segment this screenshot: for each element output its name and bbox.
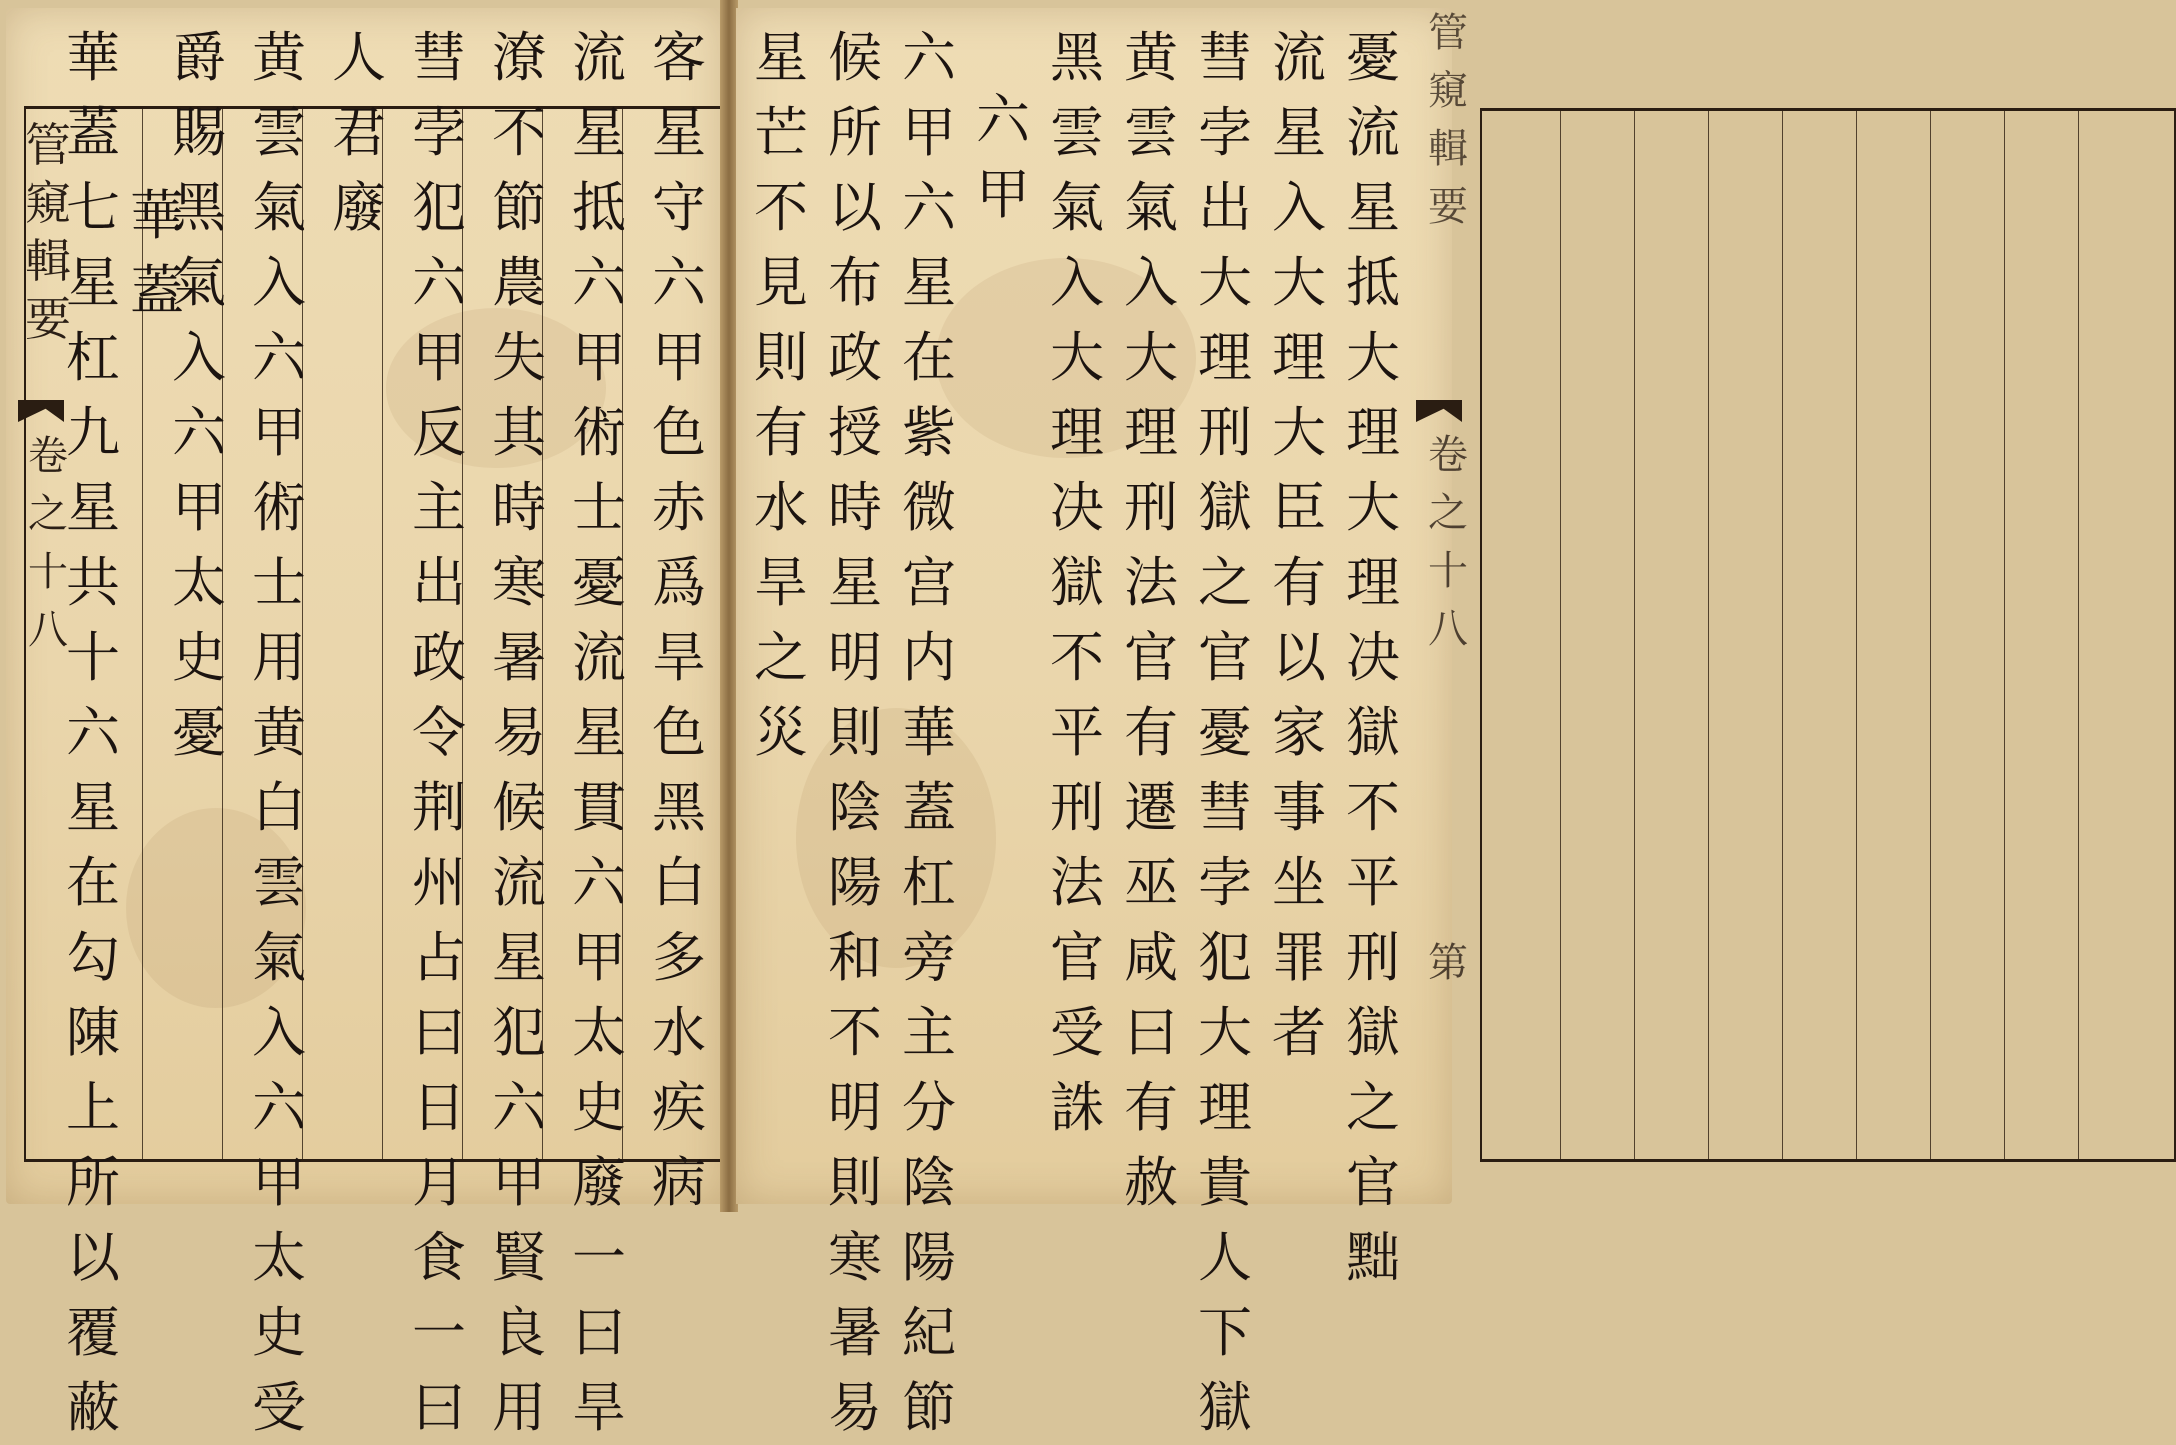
glyph: 事 <box>1272 776 1326 839</box>
left-column-8-heading <box>124 178 190 1206</box>
fish-tail-mark-right <box>1416 400 1462 422</box>
glyph: 誅 <box>1050 1076 1104 1139</box>
glyph: 十 <box>66 626 120 689</box>
glyph: 用 <box>492 1376 546 1439</box>
glyph: 華 <box>66 26 120 89</box>
right-column-9 <box>746 20 816 1048</box>
glyph: 災 <box>754 701 808 764</box>
glyph: 彗 <box>412 26 466 89</box>
glyph: 芒 <box>754 101 808 164</box>
glyph: 太 <box>572 1001 626 1064</box>
glyph: 九 <box>66 401 120 464</box>
glyph: 孛 <box>1198 851 1252 914</box>
left-column-2 <box>566 20 632 1439</box>
glyph: 星 <box>66 776 120 839</box>
glyph: 甲 <box>252 1151 306 1214</box>
glyph: 主 <box>412 476 466 539</box>
glyph: 星 <box>652 101 706 164</box>
glyph: 六 <box>252 326 306 389</box>
glyph: 受 <box>1050 1001 1104 1064</box>
glyph: 雲 <box>1124 101 1178 164</box>
glyph: 獄 <box>1346 1001 1400 1064</box>
glyph: 流 <box>1346 101 1400 164</box>
right-column-6-heading <box>968 82 1038 1110</box>
glyph: 氣 <box>252 176 306 239</box>
glyph: 大 <box>1272 251 1326 314</box>
glyph: 入 <box>252 251 306 314</box>
glyph: 守 <box>652 176 706 239</box>
glyph: 理 <box>1050 401 1104 464</box>
glyph: 星 <box>572 101 626 164</box>
glyph: 流 <box>572 626 626 689</box>
glyph: 七 <box>66 176 120 239</box>
glyph: 决 <box>1346 626 1400 689</box>
glyph: 六 <box>902 176 956 239</box>
glyph: 孛 <box>412 101 466 164</box>
glyph: 不 <box>1346 776 1400 839</box>
glyph: 刑 <box>1198 401 1252 464</box>
glyph: 理 <box>1198 1076 1252 1139</box>
glyph: 布 <box>828 251 882 314</box>
glyph: 以 <box>66 1226 120 1289</box>
glyph: 不 <box>1050 626 1104 689</box>
glyph: 六 <box>902 26 956 89</box>
glyph: 理 <box>1124 401 1178 464</box>
glyph: 犯 <box>1198 926 1252 989</box>
glyph: 陽 <box>902 1226 956 1289</box>
glyph: 星 <box>572 701 626 764</box>
glyph: 所 <box>66 1151 120 1214</box>
glyph: 一 <box>572 1226 626 1289</box>
glyph: 杠 <box>902 851 956 914</box>
right-volume-mark <box>1418 428 1478 660</box>
glyph: 獄 <box>1050 551 1104 614</box>
left-column-9 <box>60 20 126 1439</box>
glyph: 之 <box>28 491 68 537</box>
glyph: 氣 <box>172 251 226 314</box>
glyph: 其 <box>492 401 546 464</box>
glyph: 甲 <box>652 326 706 389</box>
glyph: 節 <box>492 176 546 239</box>
glyph: 坐 <box>1272 851 1326 914</box>
glyph: 六 <box>492 1076 546 1139</box>
glyph: 者 <box>1272 1001 1326 1064</box>
glyph: 蓋 <box>902 776 956 839</box>
glyph: 術 <box>252 476 306 539</box>
glyph: 受 <box>252 1376 306 1439</box>
glyph: 反 <box>412 401 466 464</box>
glyph: 人 <box>1198 1226 1252 1289</box>
glyph: 候 <box>492 776 546 839</box>
glyph: 和 <box>828 926 882 989</box>
glyph: 授 <box>828 401 882 464</box>
glyph: 下 <box>1198 1301 1252 1364</box>
glyph: 史 <box>252 1301 306 1364</box>
left-page <box>6 8 722 1439</box>
glyph: 荆 <box>412 776 466 839</box>
glyph: 白 <box>652 851 706 914</box>
glyph: 卷 <box>28 433 68 479</box>
glyph: 管 <box>1428 10 1468 56</box>
glyph: 令 <box>412 701 466 764</box>
glyph: 黑 <box>652 776 706 839</box>
glyph: 主 <box>902 1001 956 1064</box>
glyph: 爲 <box>652 551 706 614</box>
glyph: 雲 <box>252 851 306 914</box>
glyph: 上 <box>66 1076 120 1139</box>
glyph: 陰 <box>828 776 882 839</box>
glyph: 氣 <box>252 926 306 989</box>
glyph: 節 <box>902 1376 956 1439</box>
glyph: 華 <box>130 184 184 247</box>
glyph: 君 <box>332 101 386 164</box>
glyph: 水 <box>652 1001 706 1064</box>
glyph: 孛 <box>1198 101 1252 164</box>
glyph: 六 <box>172 401 226 464</box>
glyph: 流 <box>492 851 546 914</box>
glyph: 時 <box>828 476 882 539</box>
glyph: 入 <box>1272 176 1326 239</box>
glyph: 勾 <box>66 926 120 989</box>
glyph: 潦 <box>492 26 546 89</box>
glyph: 星 <box>1346 176 1400 239</box>
glyph: 氣 <box>1050 176 1104 239</box>
right-column-7 <box>894 20 964 1439</box>
glyph: 色 <box>652 701 706 764</box>
glyph: 爵 <box>172 26 226 89</box>
glyph: 憂 <box>172 701 226 764</box>
right-folio-mark <box>1418 938 1478 996</box>
glyph: 出 <box>412 551 466 614</box>
glyph: 史 <box>172 626 226 689</box>
glyph: 在 <box>66 851 120 914</box>
glyph: 六 <box>252 1076 306 1139</box>
glyph: 彗 <box>1198 776 1252 839</box>
glyph: 雲 <box>1050 101 1104 164</box>
glyph: 太 <box>252 1226 306 1289</box>
right-column-3 <box>1190 20 1260 1439</box>
glyph: 色 <box>652 401 706 464</box>
glyph: 寒 <box>828 1226 882 1289</box>
glyph: 獄 <box>1198 476 1252 539</box>
glyph: 州 <box>412 851 466 914</box>
right-page-frame <box>1480 108 2176 1162</box>
glyph: 有 <box>1124 1076 1178 1139</box>
glyph: 憂 <box>1198 701 1252 764</box>
glyph: 官 <box>1198 626 1252 689</box>
glyph: 水 <box>754 476 808 539</box>
left-column-6 <box>246 20 312 1439</box>
glyph: 窺 <box>1428 68 1468 114</box>
left-column-3 <box>486 20 552 1439</box>
glyph: 占 <box>412 926 466 989</box>
glyph: 大 <box>1050 326 1104 389</box>
glyph: 大 <box>1198 1001 1252 1064</box>
glyph: 明 <box>828 1076 882 1139</box>
glyph: 甲 <box>902 101 956 164</box>
glyph: 華 <box>902 701 956 764</box>
glyph: 刑 <box>1346 926 1400 989</box>
glyph: 疾 <box>652 1076 706 1139</box>
glyph: 星 <box>492 926 546 989</box>
glyph: 則 <box>828 1151 882 1214</box>
glyph: 甲 <box>252 401 306 464</box>
glyph: 宫 <box>902 551 956 614</box>
glyph: 入 <box>172 326 226 389</box>
glyph: 抵 <box>1346 251 1400 314</box>
glyph: 出 <box>1198 176 1252 239</box>
glyph: 入 <box>1050 251 1104 314</box>
glyph: 失 <box>492 326 546 389</box>
glyph: 犯 <box>412 176 466 239</box>
glyph: 甲 <box>412 326 466 389</box>
glyph: 抵 <box>572 176 626 239</box>
glyph: 犯 <box>492 1001 546 1064</box>
glyph: 一 <box>412 1301 466 1364</box>
glyph: 六 <box>652 251 706 314</box>
glyph: 貫 <box>572 776 626 839</box>
glyph: 六 <box>412 251 466 314</box>
glyph: 士 <box>252 551 306 614</box>
glyph: 流 <box>1272 26 1326 89</box>
glyph: 六 <box>66 701 120 764</box>
glyph: 赦 <box>1124 1151 1178 1214</box>
glyph: 彗 <box>1198 26 1252 89</box>
glyph: 貴 <box>1198 1151 1252 1214</box>
glyph: 客 <box>652 26 706 89</box>
glyph: 術 <box>572 401 626 464</box>
glyph: 寒 <box>492 551 546 614</box>
glyph: 憂 <box>1346 26 1400 89</box>
right-column-5 <box>1042 20 1112 1139</box>
glyph: 大 <box>1198 251 1252 314</box>
glyph: 政 <box>828 326 882 389</box>
glyph: 大 <box>1124 326 1178 389</box>
glyph: 蓋 <box>130 259 184 322</box>
glyph: 黄 <box>1124 26 1178 89</box>
right-column-2 <box>1264 20 1334 1064</box>
glyph: 甲 <box>172 476 226 539</box>
glyph: 星 <box>66 476 120 539</box>
glyph: 曰 <box>572 1301 626 1364</box>
glyph: 要 <box>1428 184 1468 230</box>
glyph: 廢 <box>572 1151 626 1214</box>
glyph: 多 <box>652 926 706 989</box>
glyph: 旱 <box>652 626 706 689</box>
glyph: 不 <box>828 1001 882 1064</box>
glyph: 以 <box>1272 626 1326 689</box>
glyph: 官 <box>1050 926 1104 989</box>
glyph: 理 <box>1272 326 1326 389</box>
glyph: 甲 <box>976 163 1030 226</box>
glyph: 星 <box>1272 101 1326 164</box>
glyph: 理 <box>1346 551 1400 614</box>
glyph: 第 <box>1428 940 1468 986</box>
glyph: 賢 <box>492 1226 546 1289</box>
glyph: 星 <box>754 26 808 89</box>
glyph: 蓋 <box>66 101 120 164</box>
glyph: 陰 <box>902 1151 956 1214</box>
glyph: 易 <box>828 1376 882 1439</box>
glyph: 輯 <box>1428 126 1468 172</box>
glyph: 明 <box>828 626 882 689</box>
glyph: 大 <box>1346 476 1400 539</box>
glyph: 之 <box>1428 490 1468 536</box>
left-column-1 <box>646 20 712 1214</box>
glyph: 黄 <box>252 701 306 764</box>
right-column-8 <box>820 20 890 1439</box>
glyph: 暑 <box>828 1301 882 1364</box>
glyph: 杠 <box>66 326 120 389</box>
glyph: 農 <box>492 251 546 314</box>
glyph: 要 <box>25 292 71 346</box>
glyph: 理 <box>1198 326 1252 389</box>
glyph: 分 <box>902 1076 956 1139</box>
glyph: 微 <box>902 476 956 539</box>
glyph: 大 <box>1272 401 1326 464</box>
glyph: 曰 <box>412 1001 466 1064</box>
glyph: 星 <box>66 251 120 314</box>
glyph: 不 <box>492 101 546 164</box>
glyph: 甲 <box>572 326 626 389</box>
glyph: 覆 <box>66 1301 120 1364</box>
right-column-4 <box>1116 20 1186 1214</box>
right-page <box>736 8 1468 1439</box>
glyph: 紀 <box>902 1301 956 1364</box>
glyph: 時 <box>492 476 546 539</box>
glyph: 曰 <box>1124 1001 1178 1064</box>
glyph: 卷 <box>1428 432 1468 478</box>
glyph: 黄 <box>252 26 306 89</box>
glyph: 候 <box>828 26 882 89</box>
glyph: 大 <box>1346 326 1400 389</box>
glyph: 暑 <box>492 626 546 689</box>
glyph: 星 <box>828 551 882 614</box>
glyph: 星 <box>902 251 956 314</box>
glyph: 咸 <box>1124 926 1178 989</box>
glyph: 八 <box>1428 606 1468 652</box>
glyph: 十 <box>28 549 68 595</box>
glyph: 以 <box>828 176 882 239</box>
glyph: 有 <box>754 401 808 464</box>
glyph: 入 <box>1124 251 1178 314</box>
glyph: 日 <box>412 1076 466 1139</box>
glyph: 甲 <box>492 1151 546 1214</box>
glyph: 窺 <box>25 176 71 230</box>
glyph: 則 <box>754 326 808 389</box>
glyph: 家 <box>1272 701 1326 764</box>
glyph: 在 <box>902 326 956 389</box>
glyph: 平 <box>1346 851 1400 914</box>
glyph: 十 <box>1428 548 1468 594</box>
glyph: 黑 <box>172 176 226 239</box>
glyph: 雲 <box>252 101 306 164</box>
glyph: 有 <box>1272 551 1326 614</box>
glyph: 法 <box>1124 551 1178 614</box>
glyph: 良 <box>492 1301 546 1364</box>
glyph: 曰 <box>412 1376 466 1439</box>
glyph: 有 <box>1124 701 1178 764</box>
glyph: 輯 <box>25 234 71 288</box>
left-column-5 <box>326 20 392 1048</box>
glyph: 流 <box>572 26 626 89</box>
glyph: 法 <box>1050 851 1104 914</box>
glyph: 食 <box>412 1226 466 1289</box>
right-column-1 <box>1338 20 1408 1289</box>
glyph: 賜 <box>172 101 226 164</box>
glyph: 八 <box>28 607 68 653</box>
glyph: 官 <box>1346 1151 1400 1214</box>
glyph: 理 <box>1346 401 1400 464</box>
glyph: 刑 <box>1050 776 1104 839</box>
glyph: 甲 <box>572 926 626 989</box>
glyph: 白 <box>252 776 306 839</box>
glyph: 見 <box>754 251 808 314</box>
glyph: 之 <box>754 626 808 689</box>
glyph: 所 <box>828 101 882 164</box>
glyph: 之 <box>1198 551 1252 614</box>
glyph: 黜 <box>1346 1226 1400 1289</box>
glyph: 士 <box>572 476 626 539</box>
glyph: 旱 <box>754 551 808 614</box>
glyph: 人 <box>332 26 386 89</box>
glyph: 内 <box>902 626 956 689</box>
glyph: 六 <box>572 251 626 314</box>
glyph: 决 <box>1050 476 1104 539</box>
glyph: 入 <box>252 1001 306 1064</box>
glyph: 獄 <box>1198 1376 1252 1439</box>
glyph: 不 <box>754 176 808 239</box>
glyph: 六 <box>572 851 626 914</box>
glyph: 憂 <box>572 551 626 614</box>
glyph: 蔽 <box>66 1376 120 1439</box>
glyph: 用 <box>252 626 306 689</box>
right-margin-title <box>1418 8 1478 240</box>
glyph: 太 <box>172 551 226 614</box>
glyph: 管 <box>25 118 71 172</box>
glyph: 病 <box>652 1151 706 1214</box>
glyph: 陽 <box>828 851 882 914</box>
glyph: 巫 <box>1124 851 1178 914</box>
glyph: 遷 <box>1124 776 1178 839</box>
glyph: 罪 <box>1272 926 1326 989</box>
glyph: 六 <box>976 88 1030 151</box>
glyph: 則 <box>828 701 882 764</box>
glyph: 之 <box>1346 1076 1400 1139</box>
glyph: 赤 <box>652 476 706 539</box>
glyph: 黑 <box>1050 26 1104 89</box>
glyph: 陳 <box>66 1001 120 1064</box>
glyph: 月 <box>412 1151 466 1214</box>
glyph: 臣 <box>1272 476 1326 539</box>
glyph: 共 <box>66 551 120 614</box>
glyph: 氣 <box>1124 176 1178 239</box>
left-column-4 <box>406 20 472 1439</box>
glyph: 獄 <box>1346 701 1400 764</box>
glyph: 官 <box>1124 626 1178 689</box>
glyph: 廢 <box>332 176 386 239</box>
glyph: 旱 <box>572 1376 626 1439</box>
glyph: 旁 <box>902 926 956 989</box>
glyph: 紫 <box>902 401 956 464</box>
glyph: 史 <box>572 1076 626 1139</box>
glyph: 政 <box>412 626 466 689</box>
glyph: 刑 <box>1124 476 1178 539</box>
glyph: 平 <box>1050 701 1104 764</box>
glyph: 易 <box>492 701 546 764</box>
